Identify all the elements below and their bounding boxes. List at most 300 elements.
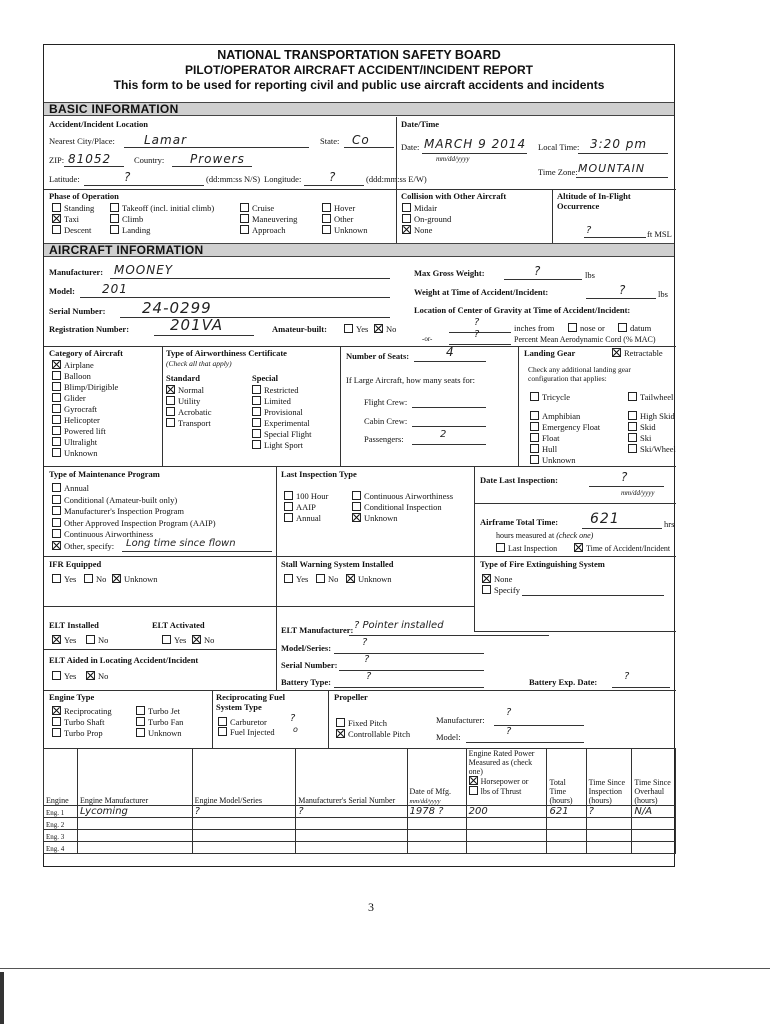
- gear-float-option[interactable]: Float: [530, 433, 559, 443]
- last-inspection-checkbox[interactable]: [496, 543, 505, 552]
- elt-installed-no[interactable]: No: [86, 635, 108, 645]
- standard-acrobatic-option[interactable]: Acrobatic: [166, 407, 212, 417]
- ifr-unknown[interactable]: Unknown: [112, 574, 158, 584]
- gear-hull-checkbox[interactable]: [530, 444, 539, 453]
- category-airplane-checkbox[interactable]: [52, 360, 61, 369]
- category-glider-option[interactable]: Glider: [52, 393, 86, 403]
- special-light-sport-option[interactable]: Light Sport: [252, 440, 303, 450]
- category-unknown-option[interactable]: Unknown: [52, 448, 98, 458]
- scan-edge: [0, 972, 4, 1024]
- lastinsp-conditional-inspection-option[interactable]: Conditional Inspection: [352, 502, 442, 512]
- gear-note-1: Check any additional landing gear: [528, 365, 631, 374]
- maint-annual-checkbox[interactable]: [52, 483, 61, 492]
- col-rated-power: Engine Rated Power Measured as (check one) Horsepower or lbs of Thrust: [466, 749, 547, 806]
- category-helicopter-checkbox[interactable]: [52, 415, 61, 424]
- seats-label: Number of Seats:: [346, 351, 410, 361]
- city-value[interactable]: Lamar: [144, 133, 188, 147]
- engine-cell-date[interactable]: [407, 818, 466, 830]
- airframe-total-value[interactable]: 621: [590, 511, 620, 527]
- gear-hull-option[interactable]: Hull: [530, 444, 557, 454]
- gear-unknown-option[interactable]: Unknown: [530, 455, 576, 465]
- amateur-yes[interactable]: Yes: [344, 324, 368, 334]
- elt-manufacturer-label: ELT Manufacturer:: [281, 625, 354, 635]
- propeller-manufacturer-value[interactable]: ?: [506, 707, 512, 718]
- engine-cell-total[interactable]: [547, 842, 586, 854]
- zip-label: ZIP:: [49, 155, 65, 165]
- elt-installed-yes-checkbox[interactable]: [52, 635, 61, 644]
- maint-conditional-amateur-built-only-checkbox[interactable]: [52, 495, 61, 504]
- special-experimental-option[interactable]: Experimental: [252, 418, 310, 428]
- elt-model-value[interactable]: ?: [362, 637, 368, 648]
- engine-cell-mfr[interactable]: [77, 842, 192, 854]
- stall-unknown[interactable]: Unknown: [346, 574, 392, 584]
- phase-taxi-checkbox[interactable]: [52, 214, 61, 223]
- altitude-title: Altitude of In-Flight: [557, 191, 631, 201]
- category-blimp-dirigible-option[interactable]: Blimp/Dirigible: [52, 382, 118, 392]
- engine-cell-serial[interactable]: [296, 842, 407, 854]
- elt-installed-title: ELT Installed: [49, 620, 99, 630]
- phase-unknown-checkbox[interactable]: [322, 225, 331, 234]
- standard-utility-option[interactable]: Utility: [166, 396, 200, 406]
- engtype-unknown-checkbox[interactable]: [136, 728, 145, 737]
- local-time-value[interactable]: 3:20 pm: [590, 137, 648, 151]
- category-helicopter-option[interactable]: Helicopter: [52, 415, 100, 425]
- elt-activated-title: ELT Activated: [152, 620, 205, 630]
- engine-cell-power[interactable]: [466, 830, 547, 842]
- flight-crew-label: Flight Crew:: [364, 397, 408, 407]
- collision-on-ground-checkbox[interactable]: [402, 214, 411, 223]
- fuel-injected-checkbox[interactable]: [218, 727, 227, 736]
- engine-cell-eng: Eng. 4: [44, 842, 78, 854]
- engine-cell-eng: Eng. 3: [44, 830, 78, 842]
- engtype-turbo-prop-checkbox[interactable]: [52, 728, 61, 737]
- serial-value[interactable]: 24-0299: [142, 299, 212, 317]
- carburetor-checkbox[interactable]: [218, 717, 227, 726]
- engtype-unknown-option[interactable]: Unknown: [136, 728, 182, 738]
- thrust-checkbox[interactable]: [469, 786, 478, 795]
- phase-standing-checkbox[interactable]: [52, 203, 61, 212]
- special-light-sport-checkbox[interactable]: [252, 440, 261, 449]
- phase-maneuvering-option[interactable]: Maneuvering: [240, 214, 297, 224]
- col-engine-model: Engine Model/Series: [192, 749, 296, 806]
- collision-none-checkbox[interactable]: [402, 225, 411, 234]
- max-gross-weight-value[interactable]: ?: [534, 264, 542, 278]
- engine-cell-tso[interactable]: N/A: [632, 806, 676, 818]
- stall-yes[interactable]: Yes: [284, 574, 308, 584]
- table-row: [44, 830, 676, 842]
- airframe-total-label: Airframe Total Time:: [480, 517, 559, 527]
- lastinsp-annual-option[interactable]: Annual: [284, 513, 321, 523]
- special-limited-checkbox[interactable]: [252, 396, 261, 405]
- ifr-unknown-checkbox[interactable]: [112, 574, 121, 583]
- engine-cell-total[interactable]: 621: [547, 806, 586, 818]
- category-balloon-checkbox[interactable]: [52, 371, 61, 380]
- gear-ski-option[interactable]: Ski: [628, 433, 651, 443]
- cg-inches-value[interactable]: ?: [474, 317, 481, 328]
- engine-cell-eng: Eng. 2: [44, 818, 78, 830]
- cg-mac-value[interactable]: ?: [474, 329, 481, 340]
- collision-midair-option[interactable]: Midair: [402, 203, 437, 213]
- maint-manufacturer-s-inspection-program-option[interactable]: Manufacturer's Inspection Program: [52, 506, 184, 516]
- maint-other-approved-inspection-program-aaip-option[interactable]: Other Approved Inspection Program (AAIP): [52, 518, 216, 528]
- phase-other-option[interactable]: Other: [322, 214, 353, 224]
- category-airplane-option[interactable]: Airplane: [52, 360, 94, 370]
- category-powered-lift-checkbox[interactable]: [52, 426, 61, 435]
- amateur-yes-checkbox[interactable]: [344, 324, 353, 333]
- phase-title: Phase of Operation: [49, 191, 119, 201]
- ifr-no[interactable]: No: [84, 574, 106, 584]
- standard-acrobatic-checkbox[interactable]: [166, 407, 175, 416]
- ifr-title: IFR Equipped: [49, 559, 102, 569]
- maintenance-title: Type of Maintenance Program: [49, 469, 160, 479]
- gear-ski-checkbox[interactable]: [628, 433, 637, 442]
- fuel-injected-option[interactable]: Fuel Injected: [218, 727, 275, 737]
- maintenance-other[interactable]: Other, specify:: [52, 541, 114, 551]
- retractable-option[interactable]: Retractable: [612, 348, 663, 358]
- controllable-pitch-option[interactable]: Controllable Pitch: [336, 729, 410, 739]
- altitude-value[interactable]: ?: [586, 225, 593, 236]
- phase-other-checkbox[interactable]: [322, 214, 331, 223]
- latitude-label: Latitude:: [49, 174, 80, 184]
- lastinsp-unknown-option[interactable]: Unknown: [352, 513, 398, 523]
- fire-none-checkbox[interactable]: [482, 574, 491, 583]
- lastinsp-annual-checkbox[interactable]: [284, 513, 293, 522]
- engine-cell-mfr[interactable]: Lycoming: [77, 806, 192, 818]
- engine-cell-total[interactable]: [547, 830, 586, 842]
- manufacturer-value[interactable]: MOONEY: [114, 263, 174, 277]
- ifr-yes-checkbox[interactable]: [52, 574, 61, 583]
- engine-cell-power[interactable]: 200: [466, 806, 547, 818]
- battery-exp-value[interactable]: ?: [624, 671, 630, 682]
- elt-activated-no-checkbox[interactable]: [192, 635, 201, 644]
- retractable-checkbox[interactable]: [612, 348, 621, 357]
- phase-takeoff-incl-initial-climb-checkbox[interactable]: [110, 203, 119, 212]
- collision-none-option[interactable]: None: [402, 225, 432, 235]
- phase-takeoff-incl-initial-climb-option[interactable]: Takeoff (incl. initial climb): [110, 203, 214, 213]
- phase-maneuvering-checkbox[interactable]: [240, 214, 249, 223]
- maint-conditional-amateur-built-only-option[interactable]: Conditional (Amateur-built only): [52, 495, 177, 505]
- elt-manufacturer-value[interactable]: ? Pointer installed: [354, 620, 444, 631]
- passengers-label: Passengers:: [364, 434, 404, 444]
- special-special-flight-option[interactable]: Special Flight: [252, 429, 311, 439]
- fire-specify[interactable]: Specify: [482, 585, 520, 595]
- lastinsp-aaip-checkbox[interactable]: [284, 502, 293, 511]
- engine-cell-tso[interactable]: [632, 818, 676, 830]
- phase-standing-option[interactable]: Standing: [52, 203, 94, 213]
- engine-cell-model[interactable]: [192, 842, 296, 854]
- elt-activated-no[interactable]: No: [192, 635, 214, 645]
- phase-approach-checkbox[interactable]: [240, 225, 249, 234]
- fuel-system-title-2: System Type: [216, 702, 262, 712]
- elt-activated-yes-checkbox[interactable]: [162, 635, 171, 644]
- gear-high-skid-checkbox[interactable]: [628, 411, 637, 420]
- elt-serial-label: Serial Number:: [281, 660, 338, 670]
- engine-cell-total[interactable]: [547, 818, 586, 830]
- fixed-pitch-option[interactable]: Fixed Pitch: [336, 718, 387, 728]
- phase-landing-option[interactable]: Landing: [110, 225, 150, 235]
- lastinsp-unknown-checkbox[interactable]: [352, 513, 361, 522]
- engtype-turbo-shaft-option[interactable]: Turbo Shaft: [52, 717, 105, 727]
- maint-manufacturer-s-inspection-program-checkbox[interactable]: [52, 506, 61, 515]
- elt-aided-no[interactable]: No: [86, 671, 108, 681]
- standard-transport-checkbox[interactable]: [166, 418, 175, 427]
- maint-continuous-airworthiness-option[interactable]: Continuous Airworthiness: [52, 529, 153, 539]
- elt-serial-value[interactable]: ?: [364, 654, 370, 665]
- time-of-accident-checkbox[interactable]: [574, 543, 583, 552]
- amateur-no[interactable]: No: [374, 324, 396, 334]
- fixed-pitch-checkbox[interactable]: [336, 718, 345, 727]
- carburetor-value: ?: [290, 713, 296, 724]
- phase-cruise-checkbox[interactable]: [240, 203, 249, 212]
- max-gross-weight-label: Max Gross Weight:: [414, 268, 485, 278]
- phase-taxi-option[interactable]: Taxi: [52, 214, 79, 224]
- phase-approach-option[interactable]: Approach: [240, 225, 286, 235]
- gear-ski-wheel-checkbox[interactable]: [628, 444, 637, 453]
- maint-other-approved-inspection-program-aaip-checkbox[interactable]: [52, 518, 61, 527]
- zip-value[interactable]: 81052: [68, 152, 112, 166]
- engine-cell-power[interactable]: [466, 842, 547, 854]
- propeller-title: Propeller: [334, 692, 368, 702]
- category-ultralight-checkbox[interactable]: [52, 437, 61, 446]
- standard-utility-checkbox[interactable]: [166, 396, 175, 405]
- latitude-value[interactable]: ?: [124, 170, 132, 184]
- phase-cruise-option[interactable]: Cruise: [240, 203, 274, 213]
- maint-continuous-airworthiness-checkbox[interactable]: [52, 529, 61, 538]
- stall-no[interactable]: No: [316, 574, 338, 584]
- maint-annual-option[interactable]: Annual: [52, 483, 89, 493]
- engtype-turbo-fan-checkbox[interactable]: [136, 717, 145, 726]
- phase-climb-option[interactable]: Climb: [110, 214, 143, 224]
- gear-tailwheel-checkbox[interactable]: [628, 392, 637, 401]
- cg-datum-checkbox[interactable]: [618, 323, 627, 332]
- seats-value[interactable]: 4: [446, 345, 455, 359]
- special-limited-option[interactable]: Limited: [252, 396, 291, 406]
- engine-table: [43, 748, 676, 854]
- gear-skid-option[interactable]: Skid: [628, 422, 656, 432]
- page-number: 3: [368, 900, 374, 914]
- gear-unknown-checkbox[interactable]: [530, 455, 539, 464]
- time-zone-value[interactable]: MOUNTAIN: [578, 162, 646, 175]
- category-unknown-checkbox[interactable]: [52, 448, 61, 457]
- location-title: Accident/Incident Location: [49, 119, 148, 129]
- engine-cell-tsi[interactable]: ?: [586, 806, 632, 818]
- maintenance-other-checkbox[interactable]: [52, 541, 61, 550]
- elt-aided-yes-checkbox[interactable]: [52, 671, 61, 680]
- lastinsp-100-hour-checkbox[interactable]: [284, 491, 293, 500]
- stall-yes-checkbox[interactable]: [284, 574, 293, 583]
- engine-cell-tsi[interactable]: [586, 830, 632, 842]
- date-value[interactable]: MARCH 9 2014: [424, 137, 527, 151]
- phase-climb-checkbox[interactable]: [110, 214, 119, 223]
- lastinsp-continuous-airworthiness-option[interactable]: Continuous Airworthiness: [352, 491, 453, 501]
- special-experimental-checkbox[interactable]: [252, 418, 261, 427]
- gear-tricycle-checkbox[interactable]: [530, 392, 539, 401]
- section-aircraft-information: AIRCRAFT INFORMATION: [44, 243, 674, 257]
- large-aircraft-label: If Large Aircraft, how many seats for:: [346, 375, 475, 385]
- battery-exp-label: Battery Exp. Date:: [529, 677, 598, 687]
- battery-type-label: Battery Type:: [281, 677, 331, 687]
- form-header: [44, 45, 674, 93]
- engine-cell-power[interactable]: [466, 818, 547, 830]
- standard-normal-checkbox[interactable]: [166, 385, 175, 394]
- engine-cell-tsi[interactable]: [586, 818, 632, 830]
- engine-cell-tso[interactable]: [632, 842, 676, 854]
- engine-cell-serial[interactable]: [296, 830, 407, 842]
- engtype-turbo-prop-option[interactable]: Turbo Prop: [52, 728, 103, 738]
- phase-descent-option[interactable]: Descent: [52, 225, 91, 235]
- hours-measured-at: hours measured at (check one): [496, 531, 594, 540]
- cg-datum[interactable]: datum: [618, 323, 651, 333]
- local-time-label: Local Time:: [538, 142, 580, 152]
- gear-tricycle-option[interactable]: Tricycle: [530, 392, 570, 402]
- engtype-reciprocating-checkbox[interactable]: [52, 706, 61, 715]
- engine-cell-date[interactable]: [407, 830, 466, 842]
- special-title: Special: [252, 373, 278, 383]
- battery-type-value[interactable]: ?: [366, 671, 372, 682]
- lastinsp-100-hour-option[interactable]: 100 Hour: [284, 491, 328, 501]
- engine-cell-model[interactable]: [192, 830, 296, 842]
- special-restricted-option[interactable]: Restricted: [252, 385, 298, 395]
- lastinsp-continuous-airworthiness-checkbox[interactable]: [352, 491, 361, 500]
- standard-normal-option[interactable]: Normal: [166, 385, 204, 395]
- special-special-flight-checkbox[interactable]: [252, 429, 261, 438]
- category-gyrocraft-checkbox[interactable]: [52, 404, 61, 413]
- fire-specify-checkbox[interactable]: [482, 585, 491, 594]
- horsepower-checkbox[interactable]: [469, 776, 478, 785]
- phase-unknown-option[interactable]: Unknown: [322, 225, 368, 235]
- gear-note-2: configuration that applies:: [528, 374, 607, 383]
- agency-title: NATIONAL TRANSPORTATION SAFETY BOARD: [217, 48, 501, 62]
- elt-activated-yes[interactable]: Yes: [162, 635, 186, 645]
- engine-cell-tsi[interactable]: [586, 842, 632, 854]
- engtype-turbo-fan-option[interactable]: Turbo Fan: [136, 717, 183, 727]
- stall-no-checkbox[interactable]: [316, 574, 325, 583]
- special-restricted-checkbox[interactable]: [252, 385, 261, 394]
- category-blimp-dirigible-checkbox[interactable]: [52, 382, 61, 391]
- gear-skid-checkbox[interactable]: [628, 422, 637, 431]
- controllable-pitch-checkbox[interactable]: [336, 729, 345, 738]
- elt-aided-no-checkbox[interactable]: [86, 671, 95, 680]
- engine-cell-date[interactable]: [407, 842, 466, 854]
- special-provisional-option[interactable]: Provisional: [252, 407, 303, 417]
- amateur-no-checkbox[interactable]: [374, 324, 383, 333]
- time-of-accident-option[interactable]: Time of Accident/Incident: [574, 543, 670, 553]
- propeller-model-label: Model:: [436, 732, 461, 742]
- propeller-model-value[interactable]: ?: [506, 726, 512, 737]
- gear-emergency-float-checkbox[interactable]: [530, 422, 539, 431]
- cg-mac-text: Percent Mean Aerodynamic Cord (% MAC): [514, 335, 656, 344]
- passengers-value[interactable]: 2: [440, 429, 448, 440]
- engine-cell-mfr[interactable]: [77, 818, 192, 830]
- stall-unknown-checkbox[interactable]: [346, 574, 355, 583]
- date-format: mm/dd/yyyy: [436, 155, 470, 163]
- category-gyrocraft-option[interactable]: Gyrocraft: [52, 404, 97, 414]
- col-time-since-inspection: Time Since Inspection (hours): [586, 749, 632, 806]
- engine-cell-serial[interactable]: ?: [296, 806, 407, 818]
- date-last-inspection-format: mm/dd/yyyy: [621, 489, 655, 497]
- gear-float-checkbox[interactable]: [530, 433, 539, 442]
- manufacturer-label: Manufacturer:: [49, 267, 104, 277]
- phase-hover-option[interactable]: Hover: [322, 203, 355, 213]
- engtype-turbo-jet-option[interactable]: Turbo Jet: [136, 706, 180, 716]
- gear-ski-wheel-option[interactable]: Ski/Wheel: [628, 444, 676, 454]
- elt-installed-yes[interactable]: Yes: [52, 635, 76, 645]
- category-title: Category of Aircraft: [49, 348, 123, 358]
- col-serial-number: Manufacturer's Serial Number: [296, 749, 407, 806]
- engine-cell-model[interactable]: ?: [192, 806, 296, 818]
- carburetor-option[interactable]: Carburetor: [218, 717, 267, 727]
- airframe-total-unit: hrs: [664, 519, 675, 529]
- state-value[interactable]: Co: [352, 133, 370, 147]
- longitude-value[interactable]: ?: [329, 170, 337, 184]
- longitude-label: Longitude:: [264, 174, 302, 184]
- cg-label: Location of Center of Gravity at Time of Accident/Incident:: [414, 305, 631, 315]
- category-glider-checkbox[interactable]: [52, 393, 61, 402]
- lastinsp-aaip-option[interactable]: AAIP: [284, 502, 316, 512]
- last-inspection-option[interactable]: Last Inspection: [496, 543, 557, 553]
- engine-cell-mfr[interactable]: [77, 830, 192, 842]
- engtype-reciprocating-option[interactable]: Reciprocating: [52, 706, 112, 716]
- registration-value[interactable]: 201VA: [170, 316, 224, 334]
- engine-cell-tso[interactable]: [632, 830, 676, 842]
- elt-installed-no-checkbox[interactable]: [86, 635, 95, 644]
- cg-nose-checkbox[interactable]: [568, 323, 577, 332]
- maintenance-other-value[interactable]: Long time since flown: [126, 538, 236, 549]
- phase-hover-checkbox[interactable]: [322, 203, 331, 212]
- gear-amphibian-checkbox[interactable]: [530, 411, 539, 420]
- engine-cell-date[interactable]: 1978 ?: [407, 806, 466, 818]
- col-engine-manufacturer: Engine Manufacturer: [77, 749, 192, 806]
- table-row: [44, 842, 676, 854]
- model-value[interactable]: 201: [102, 282, 128, 296]
- latitude-format: (dd:mm:ss N/S): [206, 174, 261, 184]
- engine-cell-model[interactable]: [192, 818, 296, 830]
- engine-cell-serial[interactable]: [296, 818, 407, 830]
- lastinsp-conditional-inspection-checkbox[interactable]: [352, 502, 361, 511]
- landing-gear-title: Landing Gear: [524, 348, 576, 358]
- max-gross-weight-unit: lbs: [585, 270, 595, 280]
- weight-at-time-value[interactable]: ?: [619, 283, 627, 297]
- gear-amphibian-option[interactable]: Amphibian: [530, 411, 580, 421]
- engtype-turbo-shaft-checkbox[interactable]: [52, 717, 61, 726]
- collision-on-ground-option[interactable]: On-ground: [402, 214, 451, 224]
- ifr-no-checkbox[interactable]: [84, 574, 93, 583]
- phase-descent-checkbox[interactable]: [52, 225, 61, 234]
- date-last-inspection-value[interactable]: ?: [621, 470, 629, 484]
- country-value[interactable]: Prowers: [190, 152, 245, 166]
- standard-transport-option[interactable]: Transport: [166, 418, 211, 428]
- engtype-turbo-jet-checkbox[interactable]: [136, 706, 145, 715]
- category-balloon-option[interactable]: Balloon: [52, 371, 91, 381]
- cg-nose[interactable]: nose or: [568, 323, 605, 333]
- ifr-yes[interactable]: Yes: [52, 574, 76, 584]
- collision-title: Collision with Other Aircraft: [401, 191, 507, 201]
- date-label: Date:: [401, 142, 420, 152]
- special-provisional-checkbox[interactable]: [252, 407, 261, 416]
- gear-high-skid-option[interactable]: High Skid: [628, 411, 675, 421]
- elt-aided-yes[interactable]: Yes: [52, 671, 76, 681]
- fuel-injected-value: o: [293, 725, 298, 734]
- engine-cell-eng: Eng. 1: [44, 806, 78, 818]
- gear-emergency-float-option[interactable]: Emergency Float: [530, 422, 600, 432]
- collision-midair-checkbox[interactable]: [402, 203, 411, 212]
- airworthiness-title: Type of Airworthiness Certificate: [166, 348, 287, 358]
- fire-none[interactable]: None: [482, 574, 512, 584]
- phase-landing-checkbox[interactable]: [110, 225, 119, 234]
- gear-tailwheel-option[interactable]: Tailwheel: [628, 392, 673, 402]
- category-ultralight-option[interactable]: Ultralight: [52, 437, 97, 447]
- category-powered-lift-option[interactable]: Powered lift: [52, 426, 106, 436]
